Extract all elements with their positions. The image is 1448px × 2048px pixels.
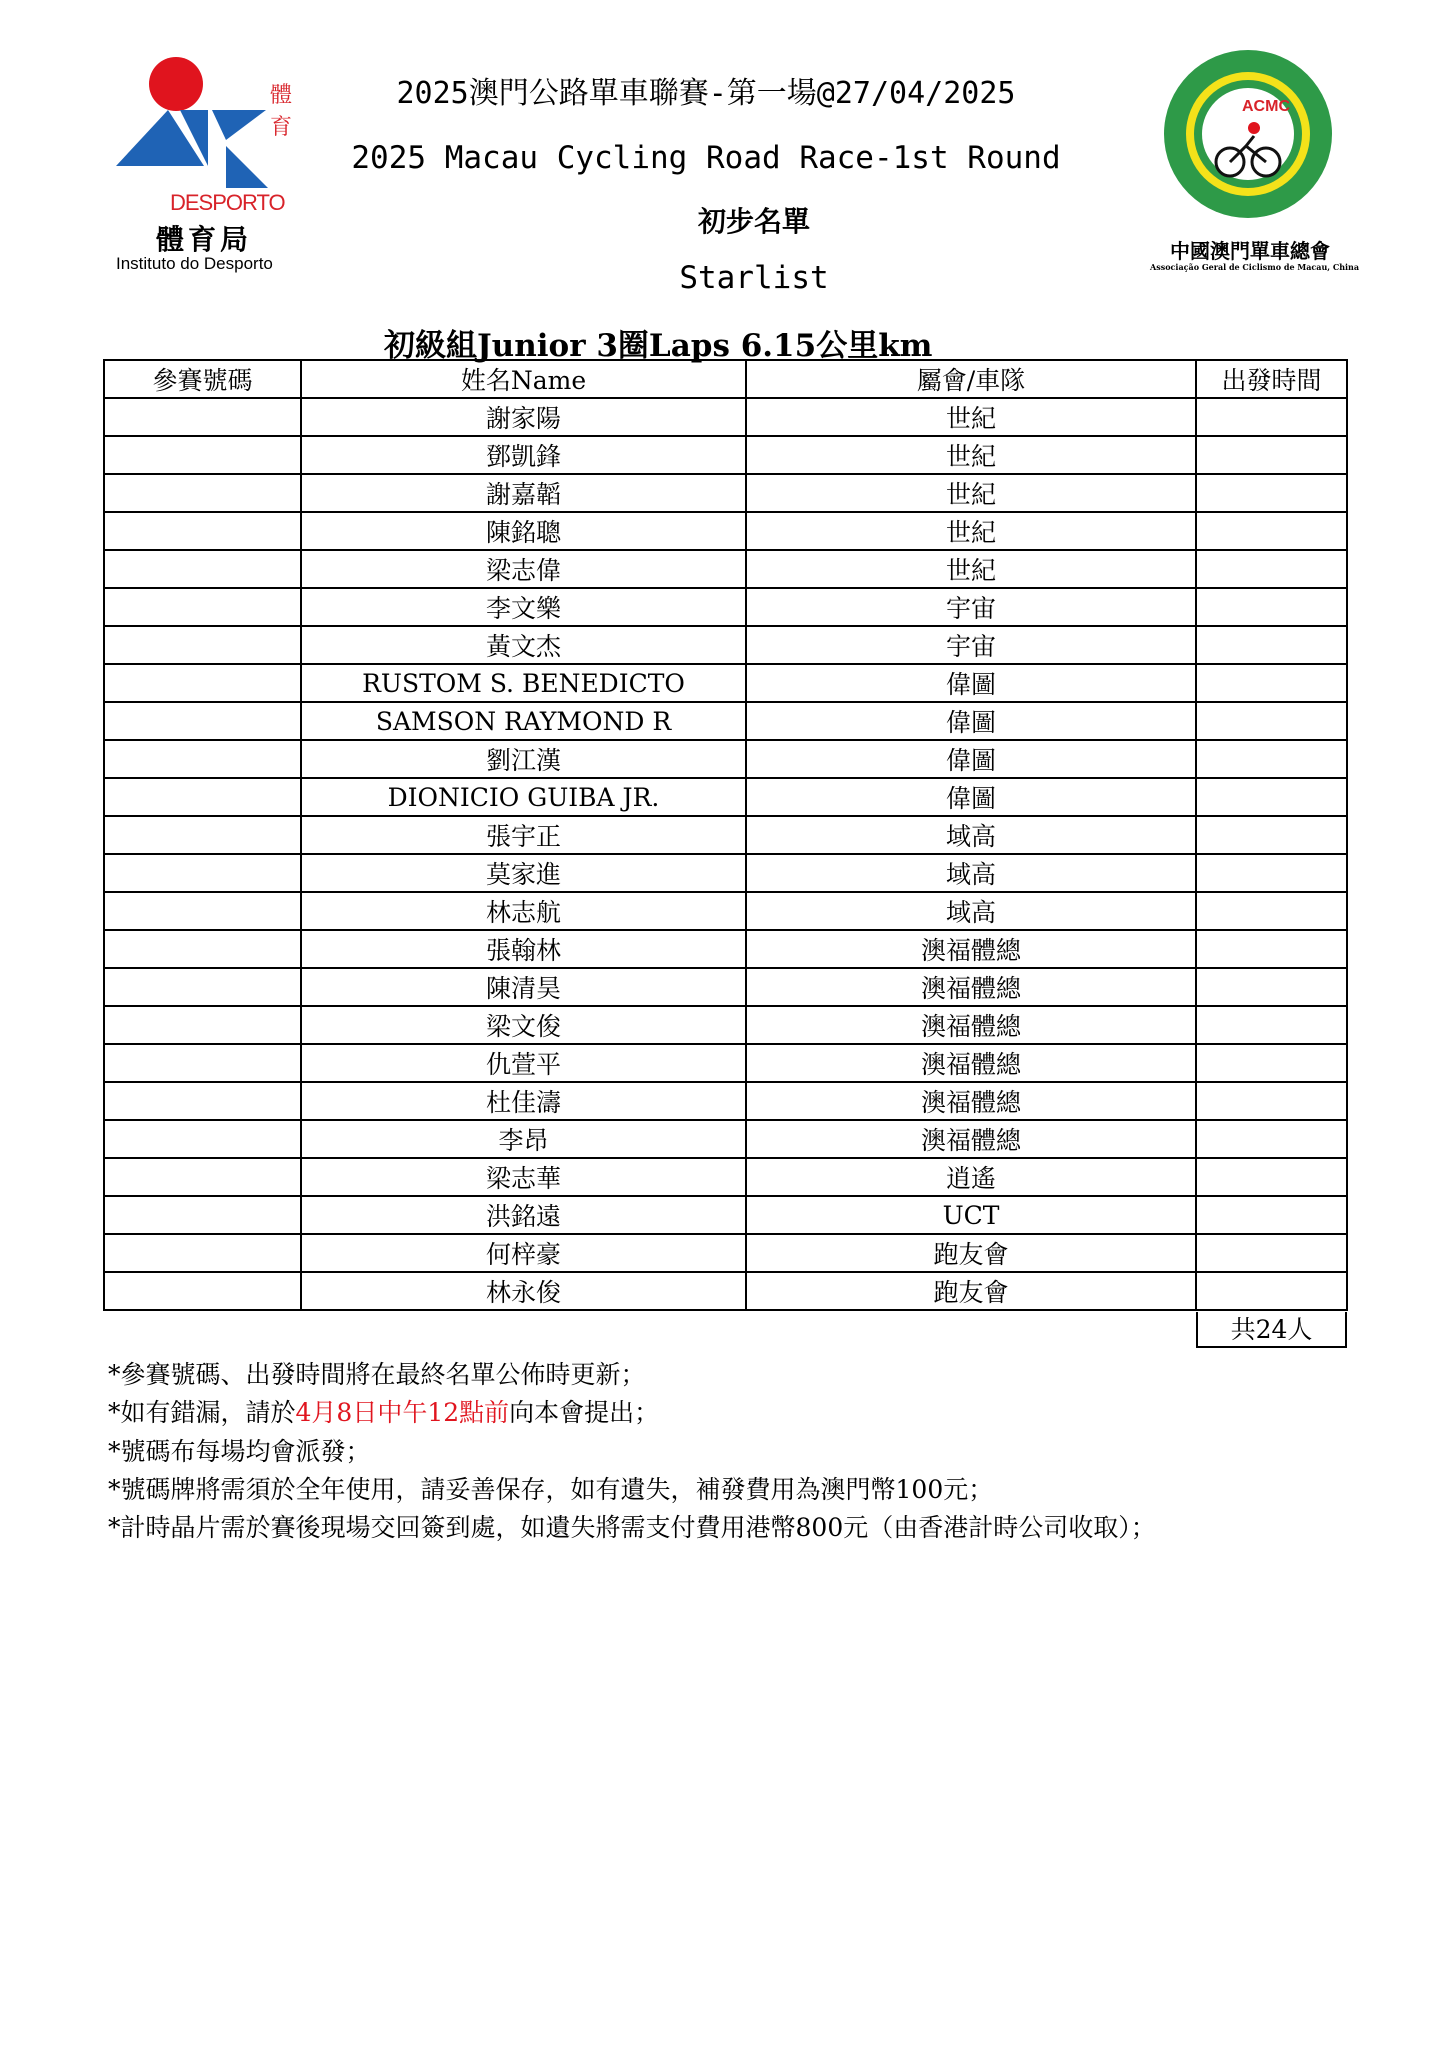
acmc-badge-text: ACMC [1242,98,1290,115]
cell-name: 謝家陽 [301,398,746,436]
cell-start-time [1196,436,1347,474]
cell-start-time [1196,740,1347,778]
cell-start-time [1196,626,1347,664]
list-subtitle-cn: 初步名單 [697,205,810,238]
table-row [104,816,1347,854]
cell-start-time [1196,1196,1347,1234]
cell-bib [104,854,301,892]
cell-name: 何梓豪 [301,1234,746,1272]
cell-club: 偉圖 [746,702,1196,740]
column-header-start-time: 出發時間 [1196,360,1347,398]
cell-bib [104,474,301,512]
cell-club: 宇宙 [746,588,1196,626]
cell-club: 世紀 [746,398,1196,436]
cell-name: 梁文俊 [301,1006,746,1044]
cell-name: RUSTOM S. BENEDICTO [301,664,746,702]
table-row [104,1006,1347,1044]
cell-start-time [1196,1120,1347,1158]
list-subtitle-en: Starlist [679,260,829,296]
cell-bib [104,626,301,664]
note-number-plate: *號碼牌將需須於全年使用，請妥善保存，如有遺失，補發費用為澳門幣100元； [108,1474,994,1504]
table-row [104,930,1347,968]
table-body [104,398,1347,1310]
category-heading: 初級組Junior 3圈Laps 6.15公里km [384,328,933,364]
cell-start-time [1196,550,1347,588]
cell-start-time [1196,1272,1347,1310]
cell-club: 域高 [746,854,1196,892]
table-row [104,968,1347,1006]
column-header-name: 姓名Name [301,360,746,398]
table-row [104,740,1347,778]
cell-name: 林志航 [301,892,746,930]
cell-club: 世紀 [746,512,1196,550]
notes-section [108,1356,1156,1547]
starlist-table [103,359,1348,1311]
cell-club: 澳福體總 [746,1120,1196,1158]
cell-start-time [1196,1158,1347,1196]
table-row [104,778,1347,816]
cell-name: 鄧凱鋒 [301,436,746,474]
acmc-name-cn: 中國澳門單車總會 [1170,239,1330,263]
table-row [104,1196,1347,1234]
cell-club: 偉圖 [746,778,1196,816]
cell-start-time [1196,892,1347,930]
cell-bib [104,512,301,550]
cell-name: SAMSON RAYMOND R [301,702,746,740]
cell-club: UCT [746,1196,1196,1234]
cell-club: 世紀 [746,474,1196,512]
cell-start-time [1196,664,1347,702]
cell-name: 陳銘聰 [301,512,746,550]
cell-start-time [1196,1082,1347,1120]
cell-name: DIONICIO GUIBA JR. [301,778,746,816]
cell-bib [104,702,301,740]
table-row [104,588,1347,626]
cell-bib [104,664,301,702]
note-bib-update: *參賽號碼、出發時間將在最終名單公佈時更新； [108,1360,646,1389]
cell-club: 跑友會 [746,1234,1196,1272]
cell-bib [104,1082,301,1120]
cell-start-time [1196,1234,1347,1272]
cell-name: 莫家進 [301,854,746,892]
table-row [104,436,1347,474]
cell-bib [104,436,301,474]
cell-bib [104,930,301,968]
cell-bib [104,1196,301,1234]
cell-start-time [1196,512,1347,550]
table-row [104,398,1347,436]
note-corrections-suffix: 向本會提出； [509,1398,660,1428]
cell-club: 偉圖 [746,664,1196,702]
cell-name: 梁志華 [301,1158,746,1196]
acmc-name-pt: Associação Geral de Ciclismo de Macau, China [1150,262,1360,272]
event-title-en: 2025 Macau Cycling Road Race-1st Round [351,140,1061,176]
cell-bib [104,550,301,588]
cell-bib [104,1120,301,1158]
table-row [104,1158,1347,1196]
cell-bib [104,1158,301,1196]
table-row [104,702,1347,740]
cell-bib [104,816,301,854]
column-header-club: 屬會/車隊 [746,360,1196,398]
cell-start-time [1196,1006,1347,1044]
table-row [104,664,1347,702]
note-corrections [108,1394,1156,1432]
cell-name: 李昂 [301,1120,746,1158]
cell-start-time [1196,854,1347,892]
cell-club: 澳福體總 [746,1044,1196,1082]
cell-name: 陳清昊 [301,968,746,1006]
cell-start-time [1196,930,1347,968]
cell-bib [104,588,301,626]
cell-name: 黃文杰 [301,626,746,664]
cell-bib [104,1234,301,1272]
cell-bib [104,740,301,778]
table-row [104,1044,1347,1082]
logo-side-char-2: 育 [269,115,292,140]
cell-start-time [1196,778,1347,816]
logo-side-char-1: 體 [269,83,292,108]
cell-bib [104,968,301,1006]
cell-name: 張翰林 [301,930,746,968]
table-row [104,550,1347,588]
cell-bib [104,778,301,816]
cell-bib [104,1272,301,1310]
logo-name-cn: 體育局 [156,223,253,256]
cell-start-time [1196,1044,1347,1082]
cell-name: 梁志偉 [301,550,746,588]
cell-club: 澳福體總 [746,1082,1196,1120]
cell-start-time [1196,588,1347,626]
logo-brand-text: DESPORTO [170,190,285,215]
cell-start-time [1196,968,1347,1006]
table-row [104,474,1347,512]
cell-club: 偉圖 [746,740,1196,778]
cell-name: 謝嘉韜 [301,474,746,512]
cell-club: 澳福體總 [746,1006,1196,1044]
note-timing-chip: *計時晶片需於賽後現場交回簽到處，如遺失將需支付費用港幣800元（由香港計時公司收取）； [108,1513,1156,1543]
cell-name: 劉江漢 [301,740,746,778]
cell-club: 澳福體總 [746,930,1196,968]
cell-bib [104,892,301,930]
cell-bib [104,1044,301,1082]
cell-name: 張宇正 [301,816,746,854]
table-row [104,1120,1347,1158]
cell-name: 仇萱平 [301,1044,746,1082]
cell-club: 域高 [746,816,1196,854]
table-row [104,626,1347,664]
table-row [104,892,1347,930]
table-row [104,1082,1347,1120]
cell-name: 李文樂 [301,588,746,626]
cell-name: 洪銘遠 [301,1196,746,1234]
event-title-cn: 2025澳門公路單車聯賽-第一場@27/04/2025 [396,76,1016,111]
cell-start-time [1196,816,1347,854]
table-row [104,512,1347,550]
cell-club: 跑友會 [746,1272,1196,1310]
cell-bib [104,398,301,436]
cell-club: 域高 [746,892,1196,930]
cell-start-time [1196,474,1347,512]
cell-club: 世紀 [746,436,1196,474]
cell-start-time [1196,398,1347,436]
logo-name-pt: Instituto do Desporto [116,254,273,273]
total-count: 共24人 [1196,1312,1347,1348]
table-row [104,854,1347,892]
table-row [104,1272,1347,1310]
cell-name: 杜佳濤 [301,1082,746,1120]
column-header-bib: 參賽號碼 [104,360,301,398]
note-bib-cloth: *號碼布每場均會派發； [108,1436,371,1466]
cell-bib [104,1006,301,1044]
note-deadline: 4月8日中午12點前 [295,1398,510,1428]
cell-name: 林永俊 [301,1272,746,1310]
cell-club: 宇宙 [746,626,1196,664]
cell-club: 澳福體總 [746,968,1196,1006]
table-header-row [104,360,1347,398]
cell-club: 世紀 [746,550,1196,588]
cell-start-time [1196,702,1347,740]
table-row [104,1234,1347,1272]
note-corrections-prefix: *如有錯漏，請於 [108,1398,296,1428]
cell-club: 逍遙 [746,1158,1196,1196]
